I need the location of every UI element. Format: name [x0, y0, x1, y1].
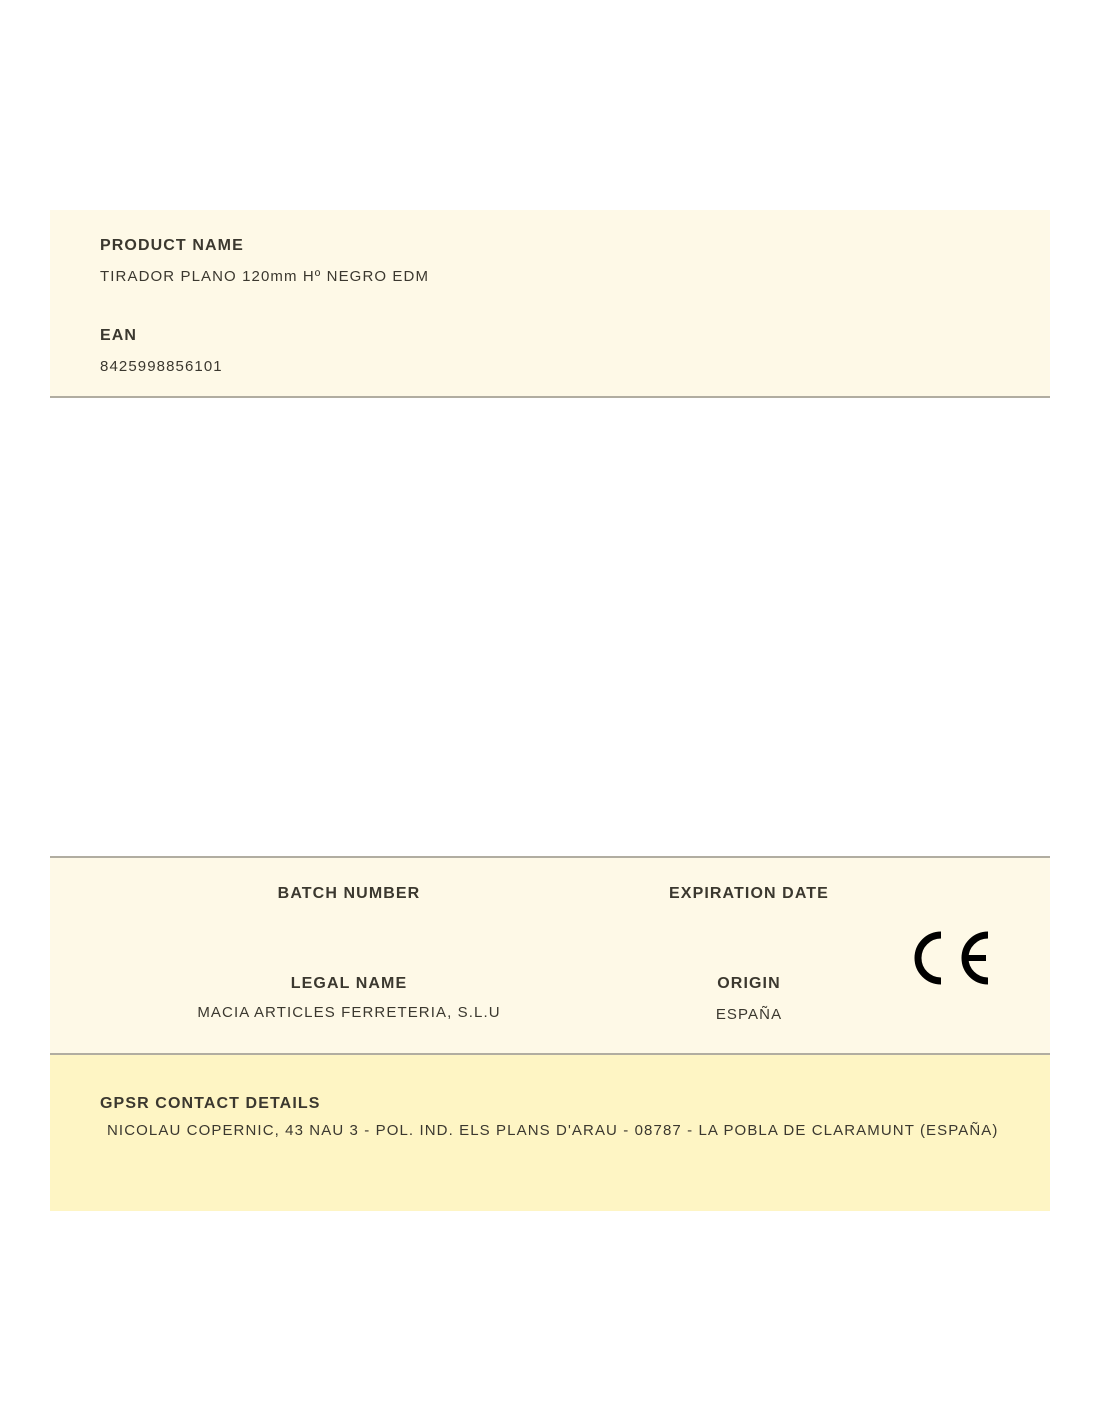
ean-value: 8425998856101 [100, 358, 223, 375]
origin-value: ESPAÑA [715, 1006, 783, 1023]
legal-name-label: LEGAL NAME [290, 975, 408, 992]
batch-number-label: BATCH NUMBER [277, 885, 421, 902]
product-name-label: PRODUCT NAME [100, 237, 244, 254]
product-details-section [50, 856, 1050, 1055]
ean-label: EAN [100, 327, 138, 344]
gpsr-contact-address: NICOLAU COPERNIC, 43 NAU 3 - POL. IND. ELS PLANS D'ARAU - 08787 - LA POBLA DE CLARAMUNT (ESPAÑA) [107, 1122, 999, 1139]
gpsr-contact-label: GPSR CONTACT DETAILS [100, 1095, 321, 1112]
gpsr-contact-section [50, 1055, 1050, 1211]
product-name-value: TIRADOR PLANO 120mm Hº NEGRO EDM [100, 268, 430, 285]
expiration-date-label: EXPIRATION DATE [669, 885, 829, 902]
ce-mark-c [918, 935, 941, 981]
ce-mark-icon [908, 928, 990, 988]
origin-label: ORIGIN [717, 975, 781, 992]
legal-name-value: MACIA ARTICLES FERRETERIA, S.L.U [197, 1004, 501, 1021]
product-info-section [50, 210, 1050, 398]
